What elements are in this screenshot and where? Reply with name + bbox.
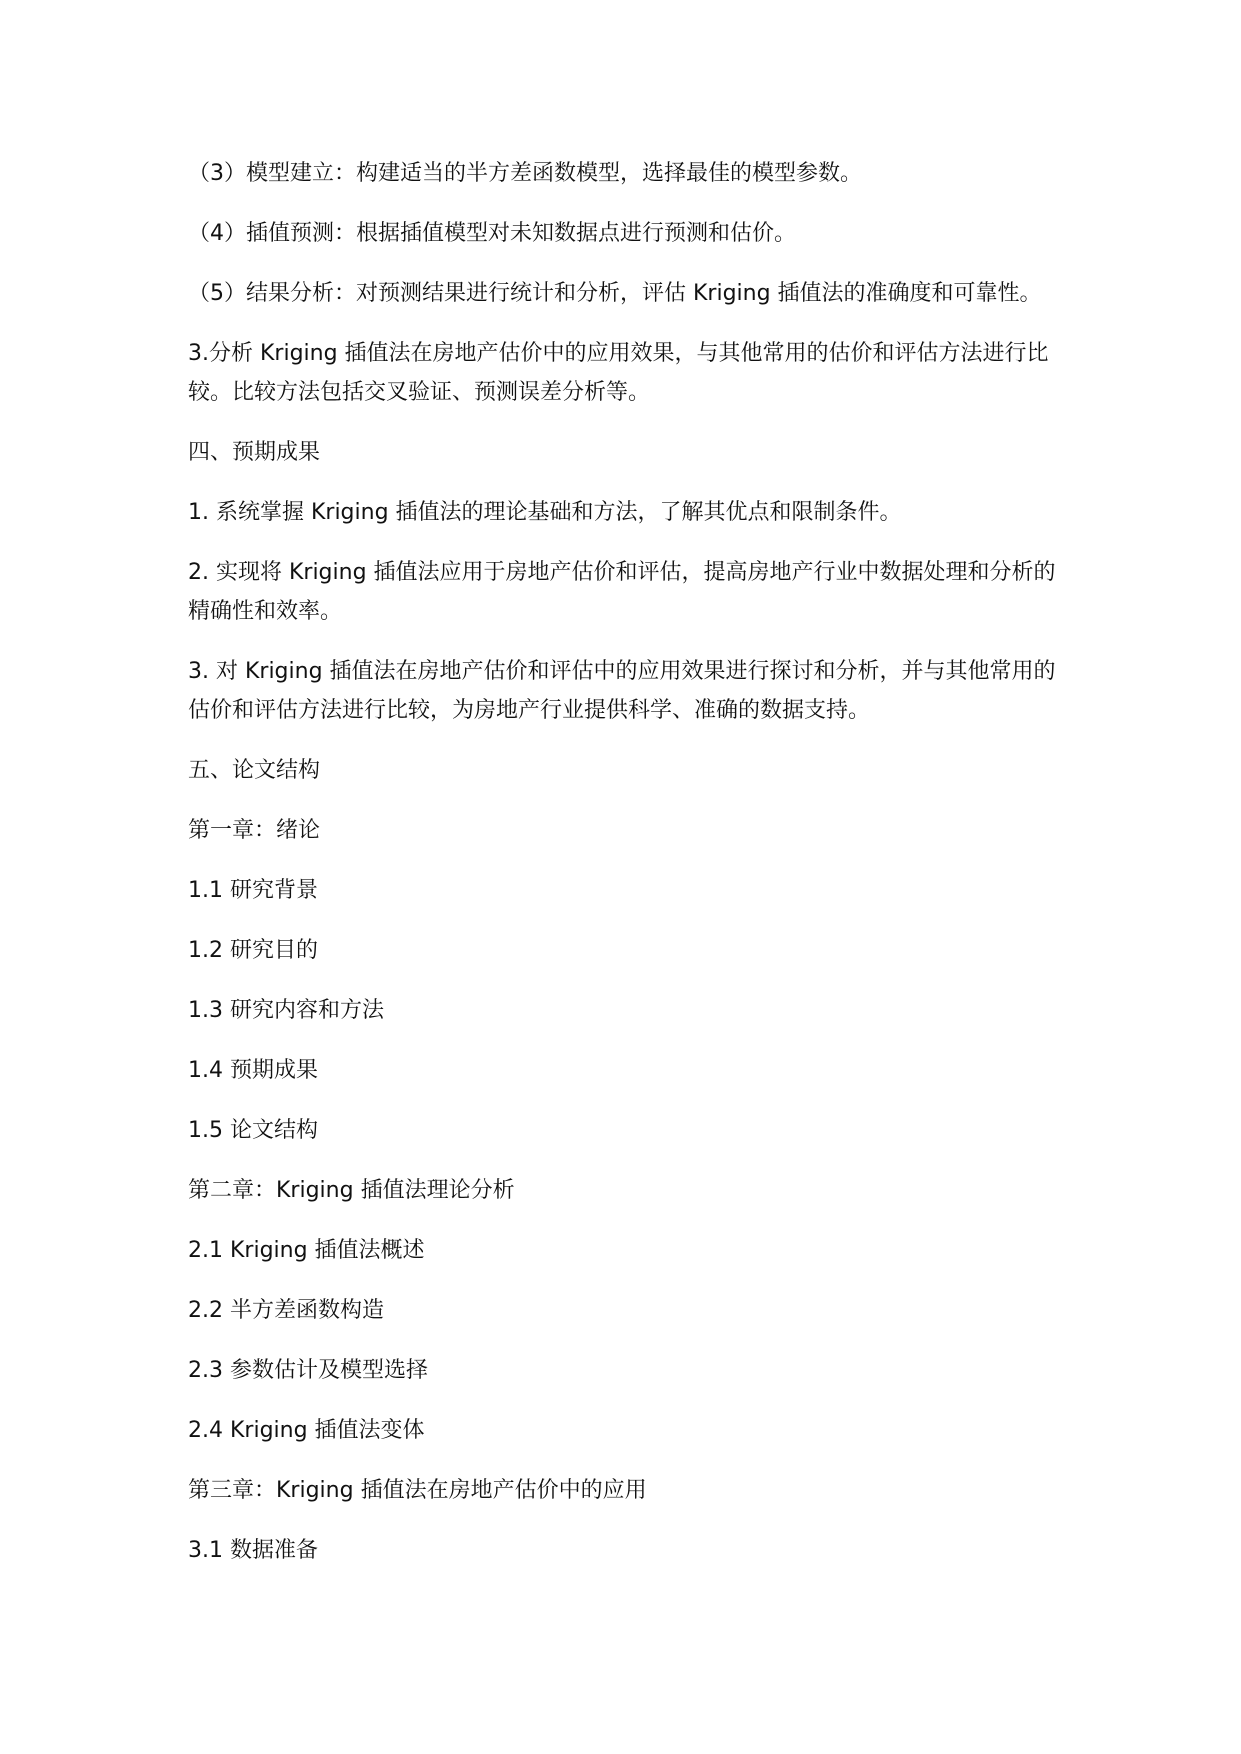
expected-result-2: 2. 实现将 Kriging 插值法应用于房地产估价和评估，提高房地产行业中数据处理和分析的精确性和效率。	[188, 560, 1056, 624]
section-heading-thesis-structure: 五、论文结构	[188, 758, 321, 783]
chapter-2-heading: 第二章：Kriging 插值法理论分析	[188, 1178, 515, 1203]
outline-item-2-1: 2.1 Kriging 插值法概述	[188, 1238, 425, 1263]
step-3-model-building: （3）模型建立：构建适当的半方差函数模型，选择最佳的模型参数。	[188, 161, 862, 186]
item-3-comparison: 3.分析 Kriging 插值法在房地产估价中的应用效果，与其他常用的估价和评估方法进行比较。比较方法包括交叉验证、预测误差分析等。	[188, 341, 1049, 405]
chapter-1-heading: 第一章：绪论	[188, 818, 321, 843]
expected-result-1: 1. 系统掌握 Kriging 插值法的理论基础和方法，了解其优点和限制条件。	[188, 500, 902, 525]
outline-item-2-3: 2.3 参数估计及模型选择	[188, 1358, 428, 1383]
outline-item-1-2: 1.2 研究目的	[188, 938, 318, 963]
chapter-3-heading: 第三章：Kriging 插值法在房地产估价中的应用	[188, 1478, 647, 1503]
outline-item-3-1: 3.1 数据准备	[188, 1538, 318, 1563]
outline-item-1-4: 1.4 预期成果	[188, 1058, 318, 1083]
expected-result-3: 3. 对 Kriging 插值法在房地产估价和评估中的应用效果进行探讨和分析，并与其他常用的估价和评估方法进行比较，为房地产行业提供科学、准确的数据支持。	[188, 659, 1056, 723]
section-heading-expected-results: 四、预期成果	[188, 440, 321, 465]
outline-item-2-2: 2.2 半方差函数构造	[188, 1298, 384, 1323]
outline-item-2-4: 2.4 Kriging 插值法变体	[188, 1418, 425, 1443]
outline-item-1-1: 1.1 研究背景	[188, 878, 318, 903]
outline-item-1-5: 1.5 论文结构	[188, 1118, 318, 1143]
step-5-result-analysis: （5）结果分析：对预测结果进行统计和分析，评估 Kriging 插值法的准确度和可靠性。	[188, 281, 1042, 306]
step-4-interpolation-prediction: （4）插值预测：根据插值模型对未知数据点进行预测和估价。	[188, 221, 796, 246]
outline-item-1-3: 1.3 研究内容和方法	[188, 998, 384, 1023]
document-body	[188, 154, 1068, 1591]
